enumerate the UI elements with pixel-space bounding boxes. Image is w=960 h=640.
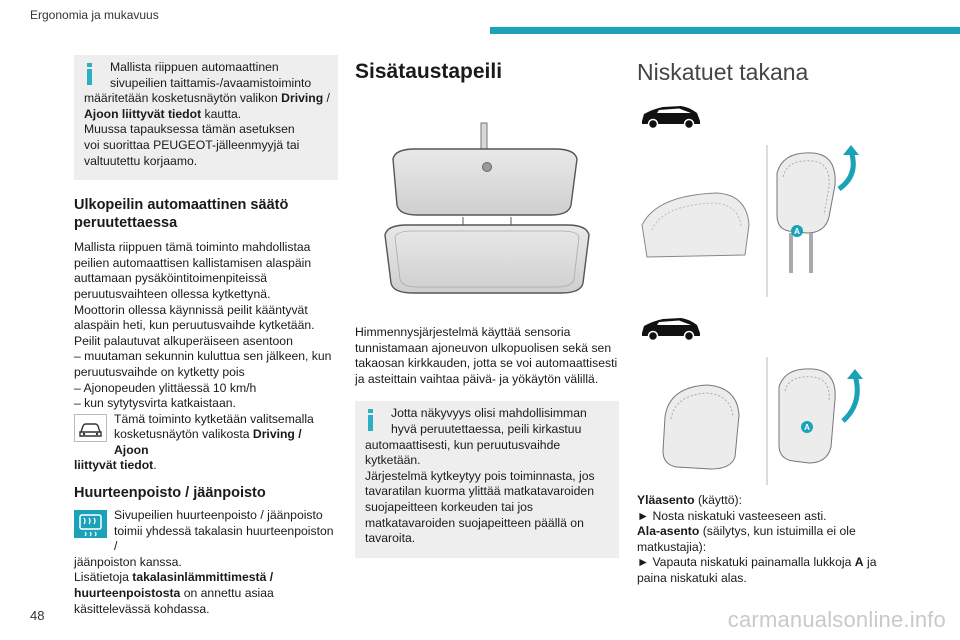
body-line: – Ajonopeuden ylittäessä 10 km/h bbox=[74, 380, 257, 395]
info-icon bbox=[367, 409, 374, 431]
section-body bbox=[74, 240, 338, 474]
defrost-icon-row bbox=[74, 508, 338, 617]
body-line: Tämä toiminto kytketään valitsemalla bbox=[114, 411, 314, 426]
body-line: matkustajia): bbox=[637, 539, 707, 554]
body-line: – kun sytytysvirta katkaistaan. bbox=[74, 396, 236, 411]
page-number: 48 bbox=[30, 608, 45, 623]
body-line: Sivupeilien huurteenpoisto / jäänpoisto bbox=[114, 508, 323, 523]
body-line: huurteenpoistosta on annettu asiaa bbox=[74, 586, 274, 601]
note-line: valtuutettu korjaamo. bbox=[84, 153, 198, 168]
note-line: Järjestelmä kytkeytyy pois toiminnasta, jos bbox=[365, 468, 595, 483]
body-line: Peilit palautuvat alkuperäiseen asentoon bbox=[74, 333, 293, 348]
body-line: Yläasento (käyttö): bbox=[637, 493, 742, 507]
note-line: matkatavaroiden suojapeitteen päällä on bbox=[365, 515, 584, 530]
note-line: määritetään kosketusnäytön valikon Driving / bbox=[84, 91, 330, 106]
headrest-up-illustration bbox=[637, 145, 875, 302]
column-left bbox=[74, 55, 338, 617]
body-line: käsittelevässä kohdassa. bbox=[74, 601, 210, 616]
lock-label: A bbox=[804, 423, 810, 432]
body-line: ja asteittain vaihtaa päivä- ja yökäytön välillä. bbox=[355, 371, 599, 386]
section-heading: Huurteenpoisto / jäänpoisto bbox=[74, 485, 266, 502]
suv-icon bbox=[639, 101, 703, 136]
body-line: Lisätietoja takalasinlämmittimestä / bbox=[74, 570, 274, 585]
column-middle bbox=[355, 55, 619, 558]
body-line: alaspäin heti, kun peruutusvaihde kytketään. bbox=[74, 318, 315, 333]
body-line: liittyvät tiedot. bbox=[74, 458, 157, 473]
body-line: Mallista riippuen tämä toiminto mahdollistaa bbox=[74, 240, 311, 255]
lock-label: A bbox=[794, 227, 800, 236]
info-note bbox=[355, 401, 619, 557]
note-line: tavaratilan kuorma ylittää matkatavaroiden bbox=[365, 484, 594, 499]
note-line: tavaroita. bbox=[365, 531, 416, 546]
body-line: Moottorin ollessa käynnissä peilit kääntyvät bbox=[74, 302, 308, 317]
body-line: kosketusnäytön valikosta Driving / Ajoon bbox=[114, 427, 302, 457]
suv-icon bbox=[639, 313, 703, 348]
body-line: peilien automaattisen kallistamisen alaspäin bbox=[74, 255, 312, 270]
body-line: Himmennysjärjestelmä käyttää sensoria bbox=[355, 325, 571, 339]
body-line: auttamaan pysäköintitoimenpiteissä bbox=[74, 271, 268, 286]
body-line: ► Nosta niskatuki vasteeseen asti. bbox=[637, 508, 827, 523]
body-line: peruutusvaihteen ollessa kytkettynä. bbox=[74, 286, 271, 301]
body-line: toimii yhdessä takalasin huurteenpoiston / bbox=[114, 523, 334, 554]
info-icon bbox=[86, 63, 93, 85]
note-line: hyvä peruutettaessa, peili kirkastuu bbox=[391, 421, 582, 436]
body-line: tunnistamaan ajoneuvon ulkopuolisen sekä sen bbox=[355, 340, 612, 355]
note-line: Mallista riippuen automaattinen bbox=[110, 60, 279, 74]
note-line: voi suorittaa PEUGEOT-jälleenmyyjä tai bbox=[84, 137, 300, 152]
note-line: Muussa tapauksessa tämän asetuksen bbox=[84, 122, 295, 137]
car-settings-icon bbox=[74, 414, 107, 442]
headrest-instructions bbox=[637, 493, 907, 587]
body-line: – muutaman sekunnin kuluttua sen jälkeen, kun bbox=[74, 349, 332, 364]
note-line: kytketään. bbox=[365, 453, 421, 468]
body-line: peruutusvaihde on kytketty pois bbox=[74, 364, 245, 379]
note-line: Ajoon liittyvät tiedot kautta. bbox=[84, 106, 242, 121]
body-line: jäänpoiston kanssa. bbox=[74, 554, 182, 569]
mirror-paragraph bbox=[355, 325, 619, 387]
column-right bbox=[637, 55, 907, 585]
driving-icon-row bbox=[74, 412, 338, 474]
running-header: Ergonomia ja mukavuus bbox=[30, 8, 159, 22]
body-line: Ala-asento (säilytys, kun istuimilla ei ole bbox=[637, 524, 856, 539]
body-line: ► Vapauta niskatuki painamalla lukkoja A ja bbox=[637, 555, 877, 570]
section-title: Sisätaustapeili bbox=[355, 60, 503, 83]
watermark: carmanualsonline.info bbox=[727, 607, 946, 632]
note-line: automaattisesti, kun peruutusvaihde bbox=[365, 437, 561, 452]
note-line: sivupeilien taittamis-/avaamistoiminto bbox=[110, 75, 312, 90]
note-line: Jotta näkyvyys olisi mahdollisimman bbox=[391, 406, 587, 421]
body-line: takaosan kirkkauden, jotta se voi automaattisesti bbox=[355, 356, 618, 371]
headrest-down-illustration bbox=[637, 357, 875, 490]
section-title: Niskatuet takana bbox=[637, 59, 809, 85]
section-heading: Ulkopeilin automaattinen säätö peruutettaessa bbox=[74, 197, 289, 232]
header-accent-bar bbox=[490, 27, 960, 34]
info-note bbox=[74, 55, 338, 180]
rearview-mirror-illustration bbox=[355, 97, 619, 307]
note-line: suojapeitteen korkeuden tai jos bbox=[365, 499, 534, 514]
body-line: paina niskatuki alas. bbox=[637, 570, 747, 585]
rear-defrost-icon bbox=[74, 510, 107, 538]
